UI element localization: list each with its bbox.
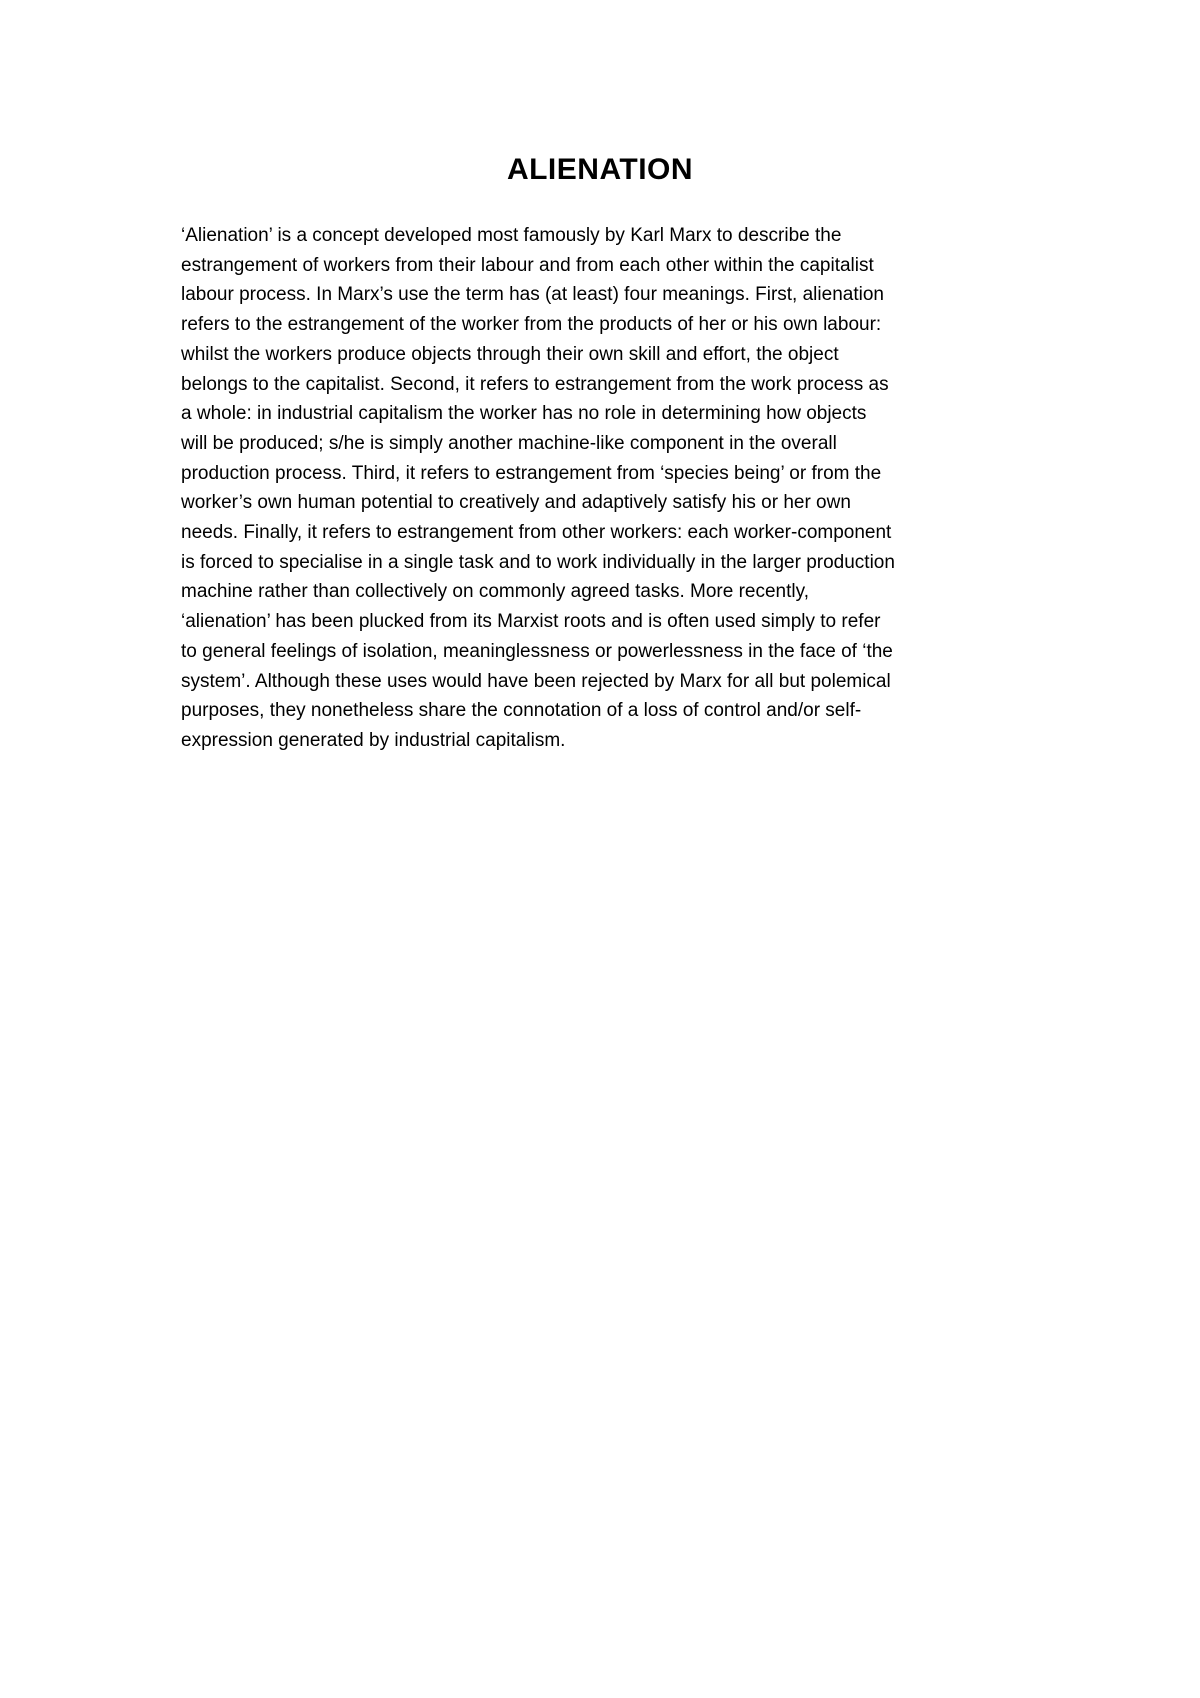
paragraph-line: production process. Third, it refers to estrangement from ‘species being’ or from the	[181, 462, 882, 484]
paragraph-line: purposes, they nonetheless share the connotation of a loss of control and/or self-	[181, 700, 862, 722]
paragraph-line: to general feelings of isolation, meaninglessness or powerlessness in the face of ‘the	[181, 640, 893, 662]
document-title: ALIENATION	[506, 153, 694, 186]
document-paragraph	[181, 221, 1026, 756]
paragraph-line: refers to the estrangement of the worker from the products of her or his own labour:	[181, 314, 882, 336]
paragraph-line: ‘alienation’ has been plucked from its Marxist roots and is often used simply to refer	[181, 611, 881, 633]
paragraph-line: a whole: in industrial capitalism the worker has no role in determining how objects	[181, 403, 867, 425]
paragraph-line: expression generated by industrial capitalism.	[181, 729, 566, 751]
paragraph-line: labour process. In Marx’s use the term has (at least) four meanings. First, alienation	[181, 284, 884, 306]
paragraph-line: machine rather than collectively on commonly agreed tasks. More recently,	[181, 581, 809, 603]
paragraph-line: will be produced; s/he is simply another machine-like component in the overall	[181, 432, 837, 454]
paragraph-line: is forced to specialise in a single task and to work individually in the larger production	[181, 551, 895, 573]
paragraph-line: worker’s own human potential to creatively and adaptively satisfy his or her own	[181, 492, 851, 514]
paragraph-line: whilst the workers produce objects through their own skill and effort, the object	[181, 343, 839, 365]
paragraph-line: ‘Alienation’ is a concept developed most famously by Karl Marx to describe the	[181, 225, 842, 246]
paragraph-line: belongs to the capitalist. Second, it refers to estrangement from the work process as	[181, 373, 889, 395]
paragraph-line: system’. Although these uses would have been rejected by Marx for all but polemical	[181, 670, 891, 692]
paragraph-line: needs. Finally, it refers to estrangement from other workers: each worker-component	[181, 522, 892, 544]
paragraph-line: estrangement of workers from their labour and from each other within the capitalist	[181, 254, 874, 276]
